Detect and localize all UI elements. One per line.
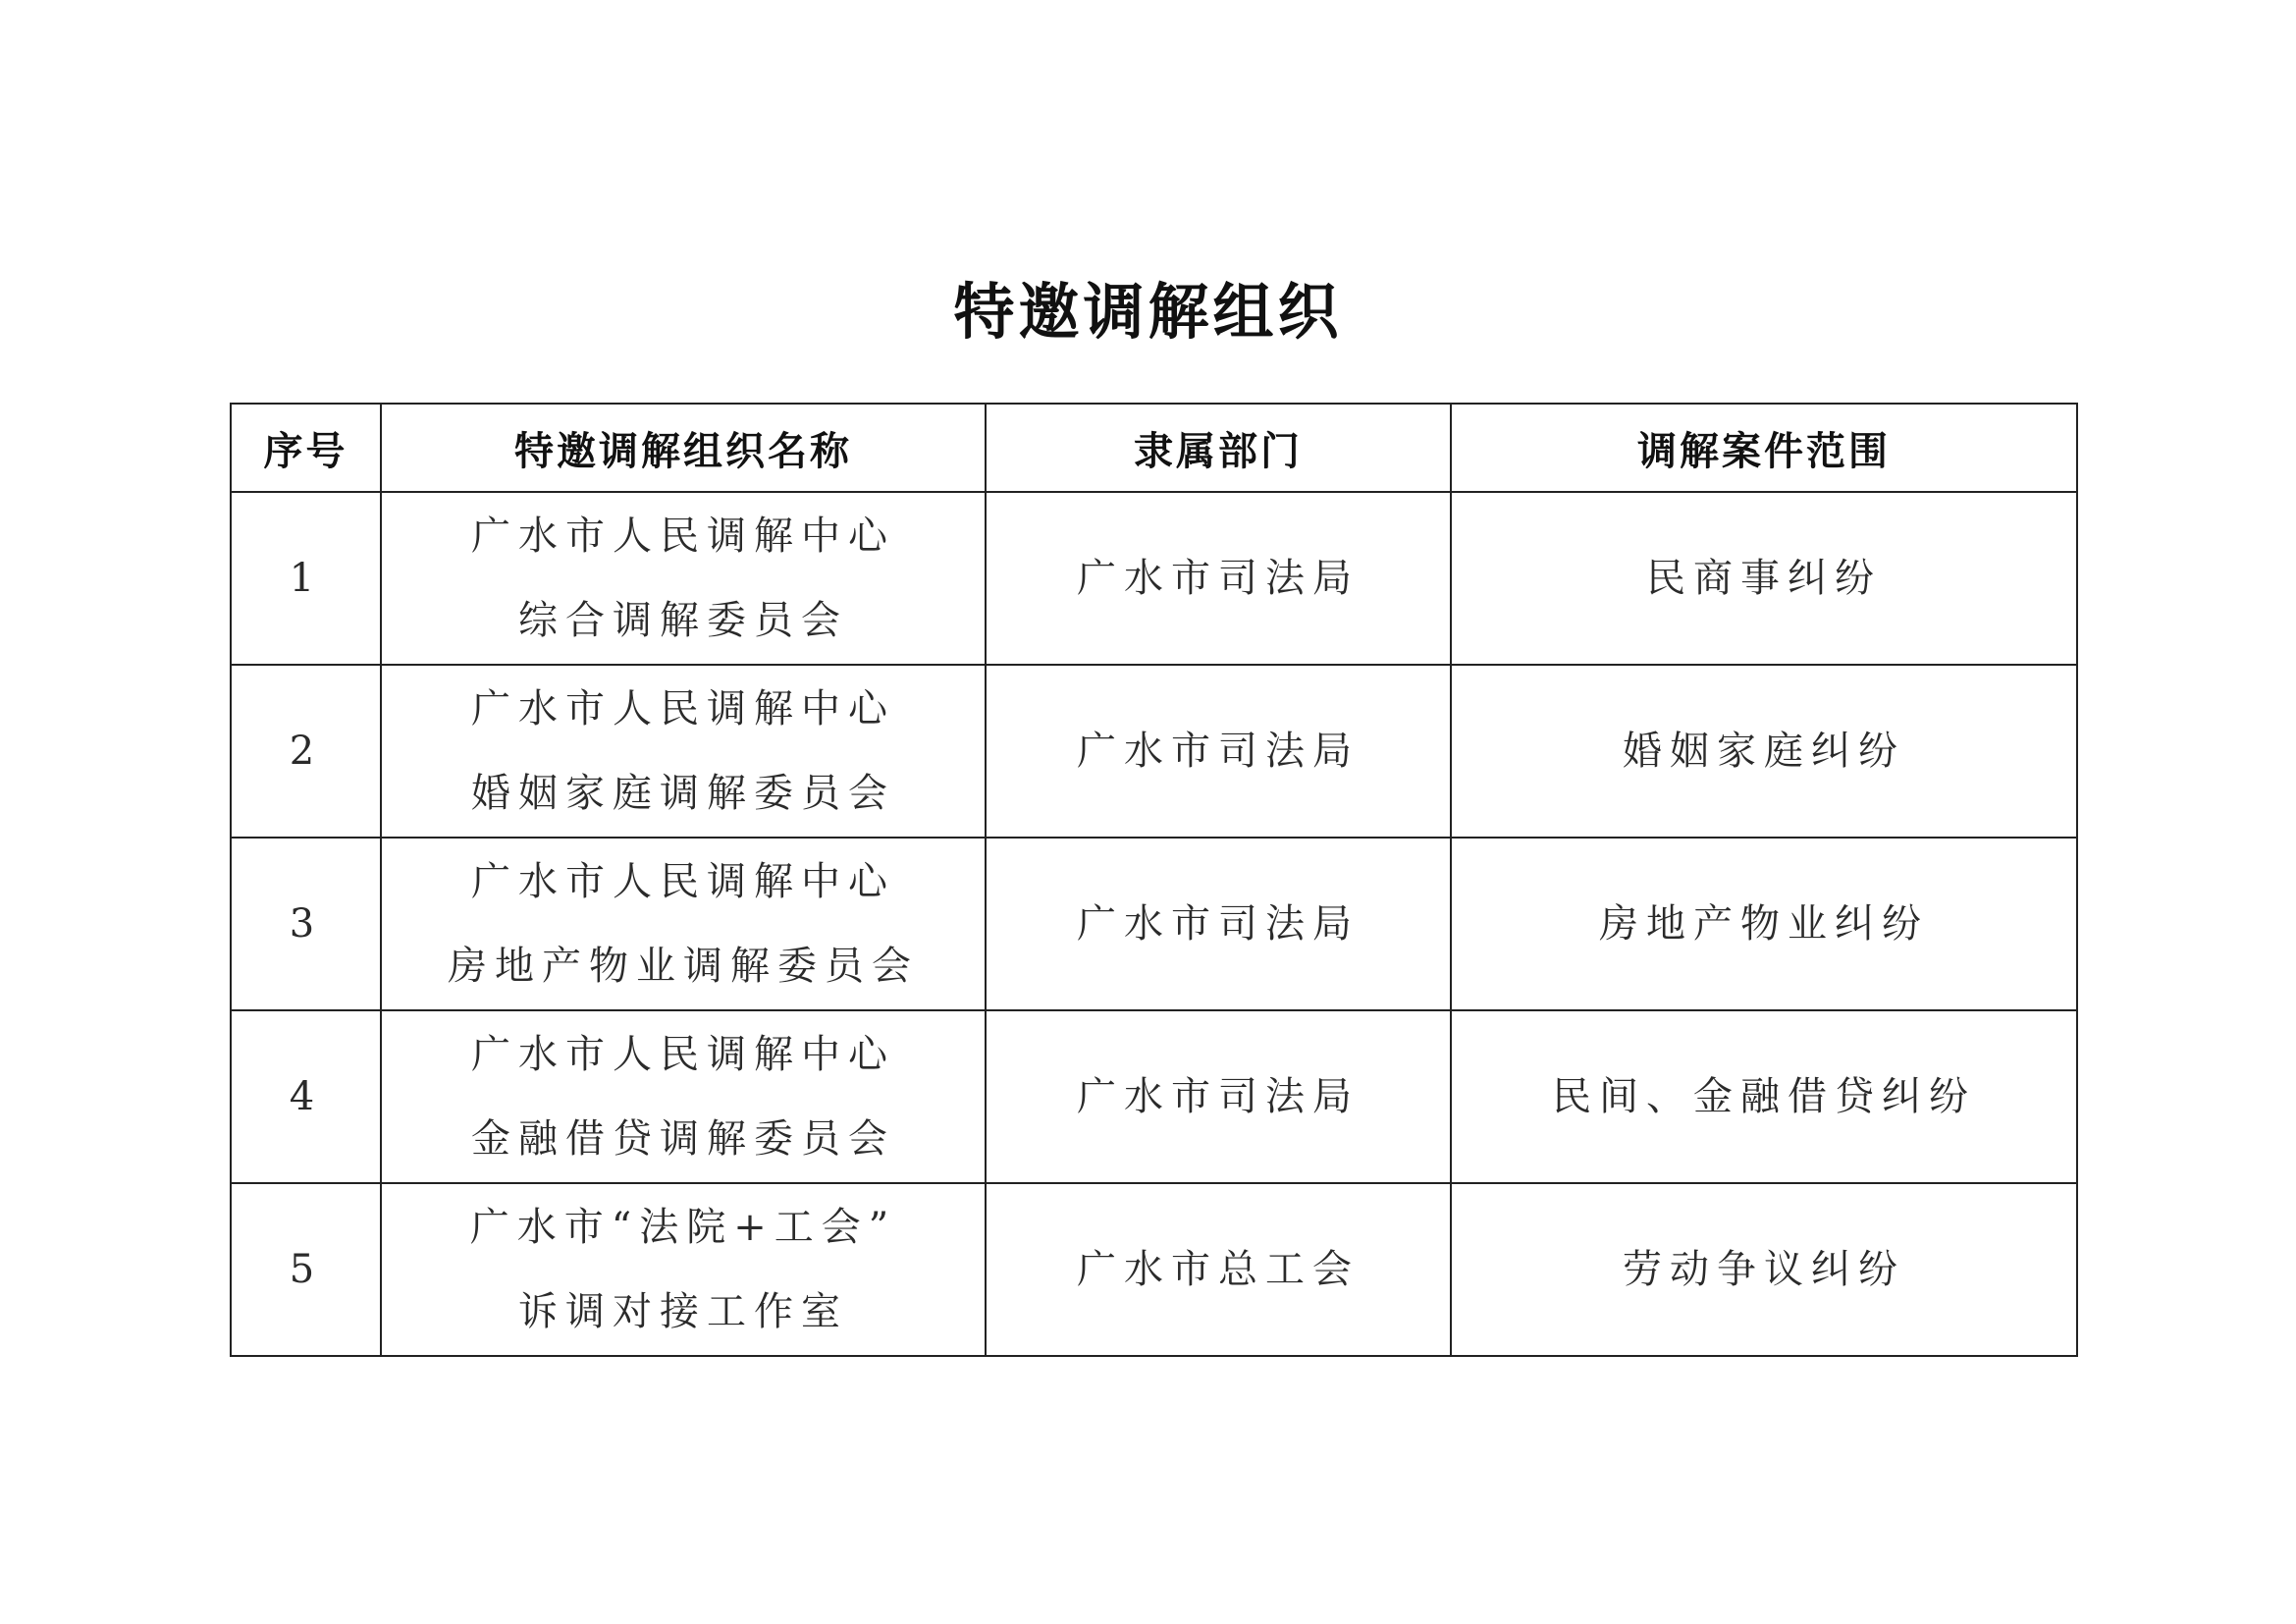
organization-name: [381, 1183, 986, 1356]
table-header-row: [231, 404, 2077, 492]
department-cell: 广水市司法局: [986, 838, 1451, 1010]
department-cell: 广水市总工会: [986, 1183, 1451, 1356]
row-number: 2: [231, 665, 381, 838]
column-header-no: 序号: [231, 404, 381, 492]
department-cell: 广水市司法局: [986, 1010, 1451, 1183]
organization-name-line-1: 广水市“法院+工会”: [469, 1205, 897, 1250]
document-title: 特邀调解组织: [953, 276, 1343, 348]
table-row: [231, 838, 2077, 1010]
table-row: [231, 492, 2077, 665]
organization-name-line-2: 综合调解委员会: [518, 598, 848, 643]
organization-name: [381, 492, 986, 665]
row-number: 5: [231, 1183, 381, 1356]
table-row: [231, 665, 2077, 838]
table-row: [231, 1010, 2077, 1183]
table-header: [231, 404, 2077, 492]
organization-name-line-2: 金融借贷调解委员会: [471, 1116, 895, 1162]
scope-cell: 婚姻家庭纠纷: [1451, 665, 2077, 838]
mediation-organizations-table: [230, 403, 2078, 1357]
organization-name-line-1: 广水市人民调解中心: [471, 514, 895, 559]
table-body: [231, 492, 2077, 1356]
scope-cell: 民间、金融借贷纠纷: [1451, 1010, 2077, 1183]
department-cell: 广水市司法局: [986, 492, 1451, 665]
column-header-department: 隶属部门: [986, 404, 1451, 492]
table-row: [231, 1183, 2077, 1356]
organization-name-line-1: 广水市人民调解中心: [471, 686, 895, 731]
organization-name-line-1: 广水市人民调解中心: [471, 1032, 895, 1077]
organization-name: [381, 838, 986, 1010]
organization-name: [381, 1010, 986, 1183]
column-header-name: 特邀调解组织名称: [381, 404, 986, 492]
column-header-scope: 调解案件范围: [1451, 404, 2077, 492]
row-number: 1: [231, 492, 381, 665]
organization-name-line-2: 婚姻家庭调解委员会: [471, 771, 895, 816]
scope-cell: 劳动争议纠纷: [1451, 1183, 2077, 1356]
organization-name: [381, 665, 986, 838]
organization-name-line-1: 广水市人民调解中心: [471, 859, 895, 904]
organization-name-line-2: 诉调对接工作室: [518, 1289, 848, 1334]
row-number: 3: [231, 838, 381, 1010]
scope-cell: 民商事纠纷: [1451, 492, 2077, 665]
organization-name-line-2: 房地产物业调解委员会: [448, 944, 919, 989]
row-number: 4: [231, 1010, 381, 1183]
department-cell: 广水市司法局: [986, 665, 1451, 838]
scope-cell: 房地产物业纠纷: [1451, 838, 2077, 1010]
